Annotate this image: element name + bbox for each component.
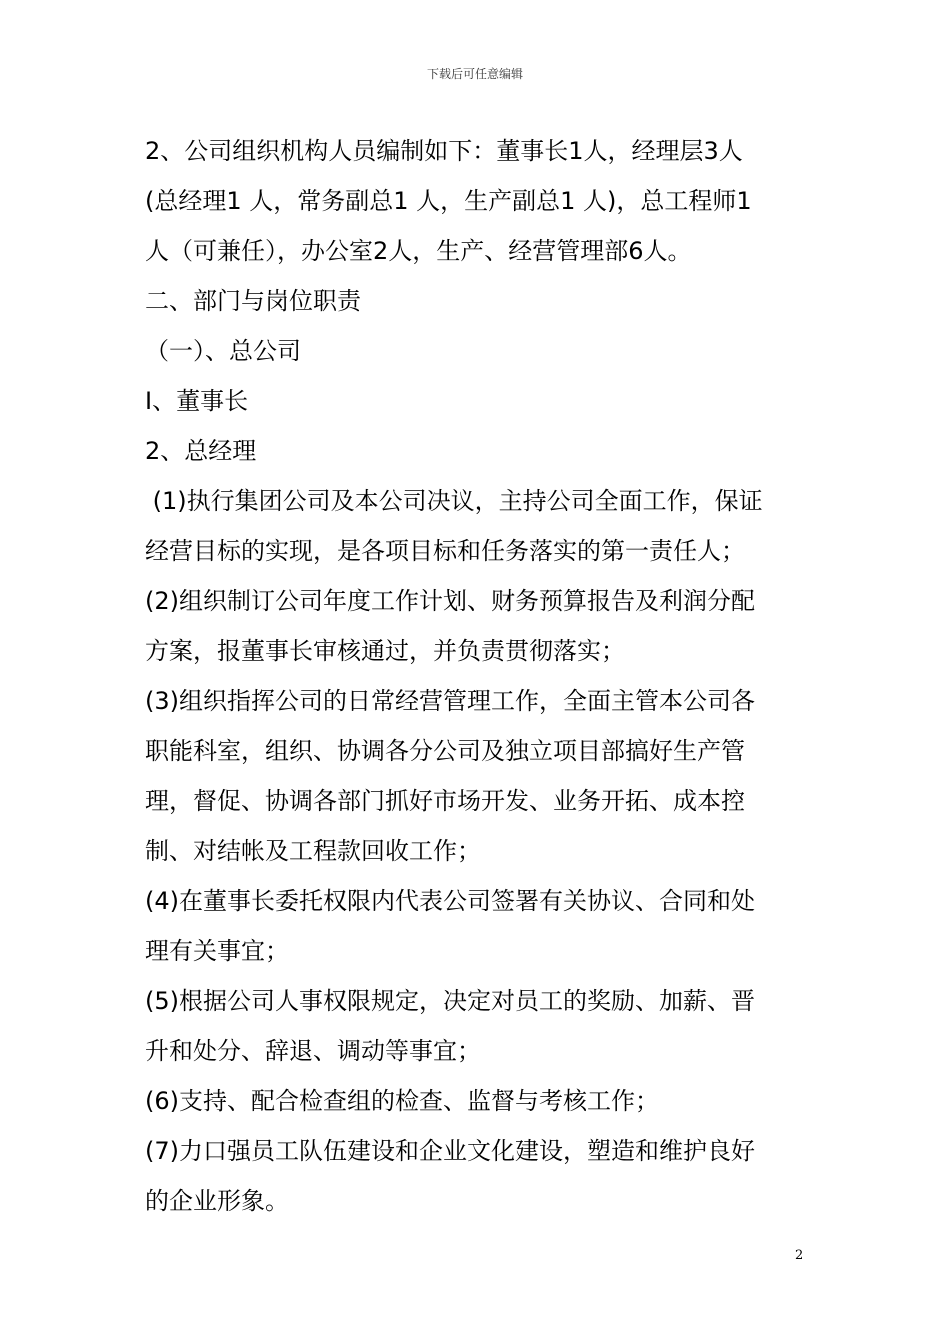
section-heading: 二、部门与岗位职责 <box>145 287 361 315</box>
paragraph-line: 2、公司组织机构人员编制如下：董事长1人，经理层3人 <box>145 137 743 165</box>
item-heading: 2、总经理 <box>145 437 257 465</box>
paragraph-line: 制、对结帐及工程款回收工作； <box>145 837 481 865</box>
paragraph-line: (3)组织指挥公司的日常经营管理工作，全面主管本公司各 <box>145 687 755 715</box>
paragraph-line: (7)力口强员工队伍建设和企业文化建设，塑造和维护良好 <box>145 1137 755 1165</box>
page-header: 下载后可任意编辑 <box>426 67 523 81</box>
paragraph-line: (5)根据公司人事权限规定，决定对员工的奖励、加薪、晋 <box>145 987 755 1015</box>
paragraph-line: 方案，报董事长审核通过，并负责贯彻落实； <box>145 637 625 665</box>
paragraph-line: 职能科室，组织、协调各分公司及独立项目部搞好生产管 <box>145 737 745 765</box>
paragraph-line: (2)组织制订公司年度工作计划、财务预算报告及利润分配 <box>145 587 755 615</box>
item-heading: I、董事长 <box>145 387 249 415</box>
paragraph-line: 理，督促、协调各部门抓好市场开发、业务开拓、成本控 <box>145 787 745 815</box>
subsection-heading: （一）、总公司 <box>145 337 301 365</box>
document-body <box>145 126 815 1226</box>
paragraph-line: (6)支持、配合检查组的检查、监督与考核工作； <box>145 1087 659 1115</box>
paragraph-line: (4)在董事长委托权限内代表公司签署有关协议、合同和处 <box>145 887 755 915</box>
paragraph-line: 理有关事宜； <box>145 937 289 965</box>
paragraph-line: (总经理1 人，常务副总1 人，生产副总1 人)，总工程师1 <box>145 187 752 215</box>
paragraph-line: 人（可兼任），办公室2人，生产、经营管理部6人。 <box>145 237 692 265</box>
paragraph-line: 升和处分、辞退、调动等事宜； <box>145 1037 481 1065</box>
paragraph-line: 的企业形象。 <box>145 1187 289 1215</box>
paragraph-line: 经营目标的实现，是各项目标和任务落实的第一责任人； <box>145 537 745 565</box>
paragraph-line: (1)执行集团公司及本公司决议，主持公司全面工作，保证 <box>145 487 763 515</box>
page-number: 2 <box>795 1248 804 1263</box>
